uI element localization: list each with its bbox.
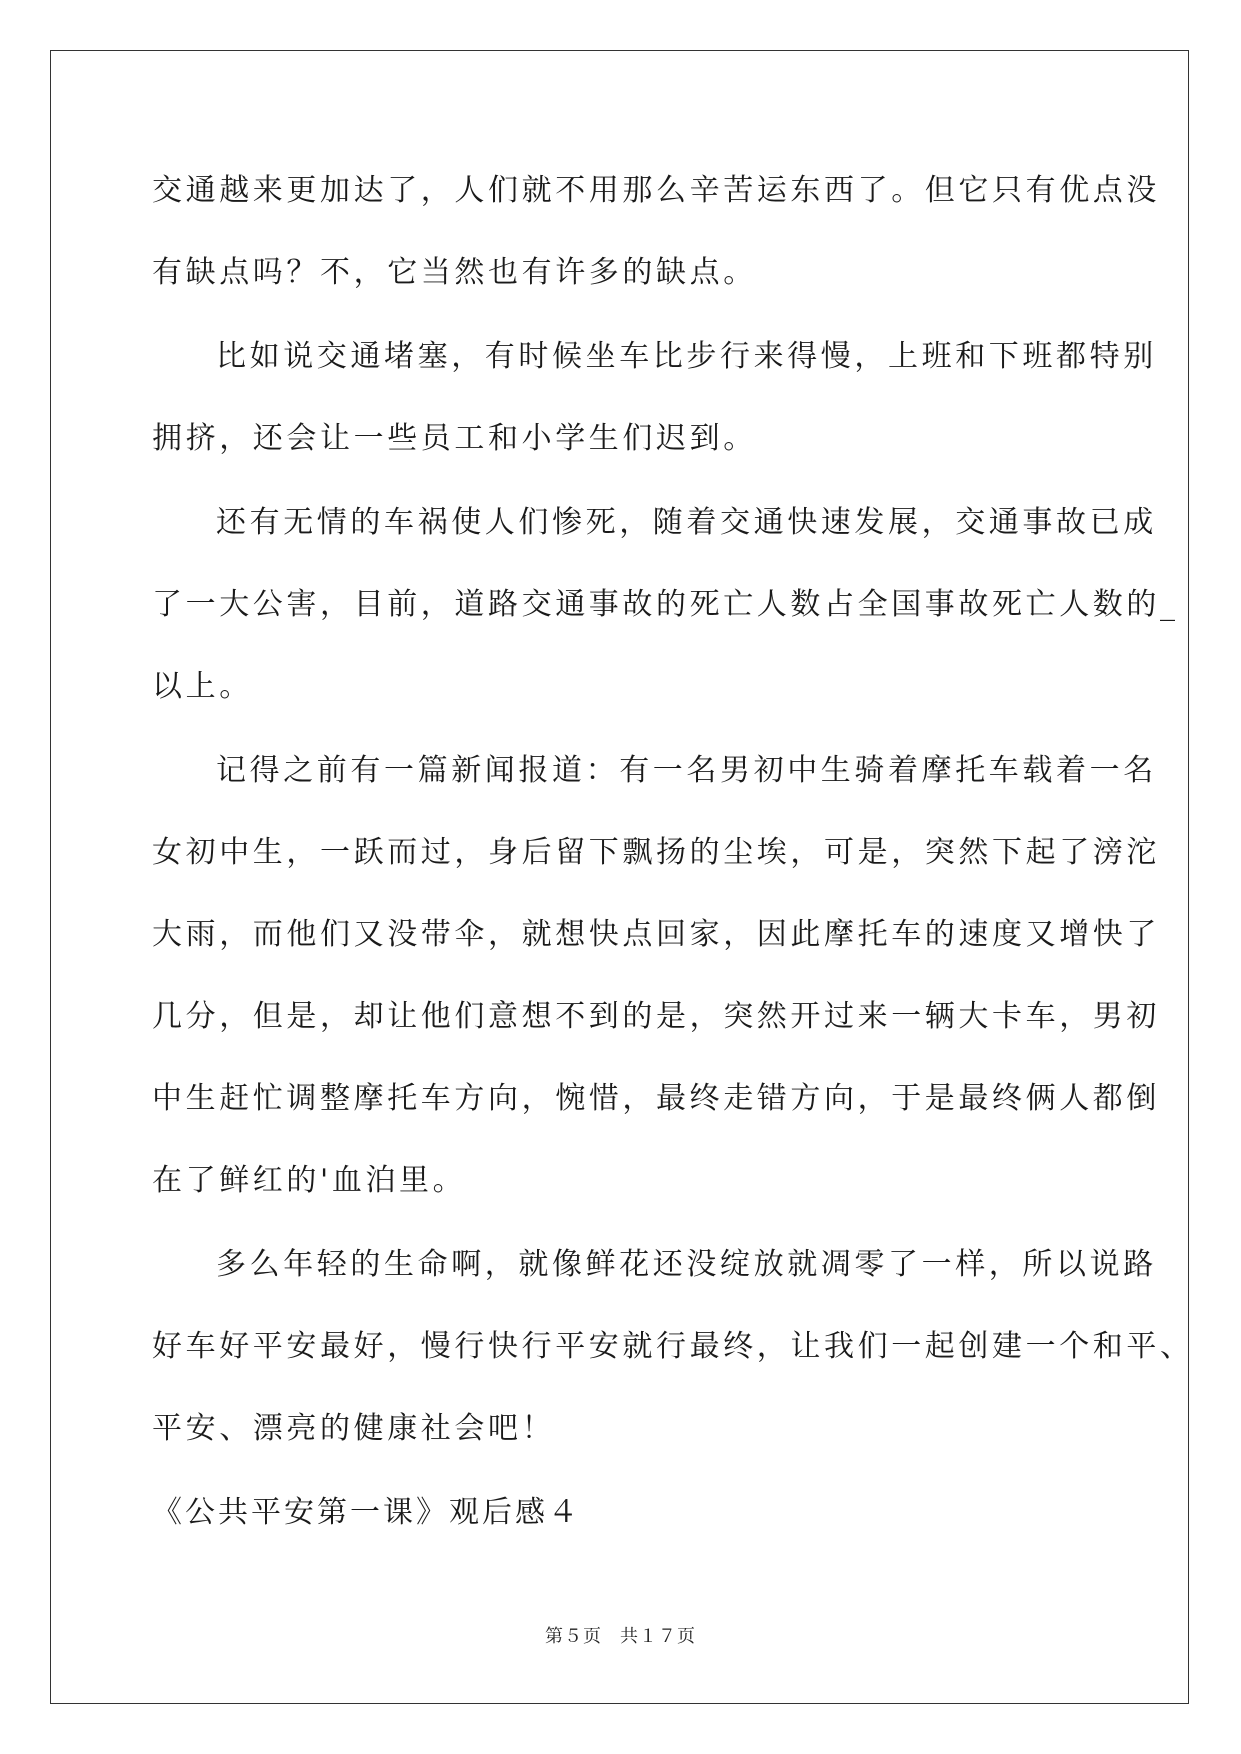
paragraph-line: 有缺点吗？不，它当然也有许多的缺点。: [152, 255, 757, 290]
paragraph-line: 中生赶忙调整摩托车方向，惋惜，最终走错方向，于是最终俩人都倒: [152, 1081, 1160, 1116]
page-footer: [0, 1622, 1241, 1648]
paragraph-line: 比如说交通堵塞，有时候坐车比步行来得慢，上班和下班都特别: [216, 339, 1157, 374]
paragraph-line: 女初中生，一跃而过，身后留下飘扬的尘埃，可是，突然下起了滂沱: [152, 835, 1160, 870]
paragraph-line: 记得之前有一篇新闻报道：有一名男初中生骑着摩托车载着一名: [216, 753, 1157, 788]
page-total: 共１７页: [620, 1626, 696, 1647]
section-heading: 《公共平安第一课》观后感４: [152, 1495, 581, 1530]
paragraph-line: 好车好平安最好，慢行快行平安就行最终，让我们一起创建一个和平、: [152, 1329, 1194, 1364]
paragraph-line: 拥挤，还会让一些员工和小学生们迟到。: [152, 421, 757, 456]
page-number: 第５页: [545, 1626, 602, 1647]
paragraph-line: 多么年轻的生命啊，就像鲜花还没绽放就凋零了一样，所以说路: [216, 1247, 1157, 1282]
paragraph-line: 大雨，而他们又没带伞，就想快点回家，因此摩托车的速度又增快了: [152, 917, 1160, 952]
paragraph-line: 交通越来更加达了，人们就不用那么辛苦运东西了。但它只有优点没: [152, 173, 1160, 208]
paragraph-line: 几分，但是，却让他们意想不到的是，突然开过来一辆大卡车，男初: [152, 999, 1160, 1034]
paragraph-line: 以上。: [152, 669, 253, 704]
paragraph-line: 在了鲜红的'血泊里。: [152, 1163, 467, 1198]
paragraph-line: 平安、漂亮的健康社会吧！: [152, 1411, 556, 1446]
paragraph-line: 了一大公害，目前，道路交通事故的死亡人数占全国事故死亡人数的_: [152, 587, 1179, 622]
paragraph-line: 还有无情的车祸使人们惨死，随着交通快速发展，交通事故已成: [216, 505, 1157, 540]
document-body: [152, 163, 1194, 1555]
